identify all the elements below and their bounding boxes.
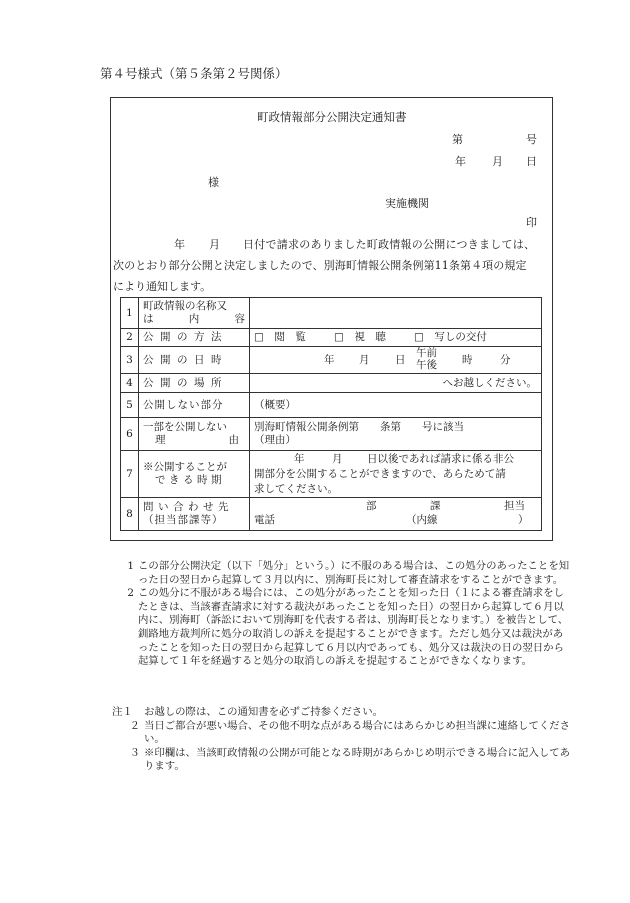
table-row bbox=[121, 393, 542, 418]
note-text: この部分公開決定（以下「処分」という。）に不服のある場合は、この処分のあったことを知った日の翌日から起算して３月以内に、別海町長に対して審査請求をすることができます。 bbox=[138, 560, 570, 586]
method-option-viewing: □ 閲 覧 bbox=[254, 331, 306, 343]
date-month: 月 bbox=[492, 155, 503, 168]
row-number: 7 bbox=[121, 451, 139, 498]
minute-unit: 分 bbox=[500, 354, 511, 366]
row-label bbox=[139, 451, 250, 498]
remark-number: ２ bbox=[129, 719, 140, 732]
row-number: 1 bbox=[121, 298, 139, 329]
date-day-unit: 日 bbox=[395, 354, 406, 366]
row-value: へお越しください。 bbox=[250, 374, 542, 393]
note-number: 1 bbox=[127, 560, 134, 572]
row-number: 4 bbox=[121, 374, 139, 393]
row-label: 公開しない部分 bbox=[139, 393, 250, 418]
label-char: 由 bbox=[228, 434, 239, 446]
row-label: 公開の日時 bbox=[139, 347, 250, 374]
remark-text: 当日ご都合が悪い場合、その他不明な点がある場合にはあらかじめ担当課に連絡してください。 bbox=[144, 719, 571, 746]
remarks bbox=[112, 706, 572, 774]
appeal-notes bbox=[112, 560, 572, 669]
row-label bbox=[139, 418, 250, 451]
value-year-unit: 年 bbox=[294, 452, 305, 465]
row-number: 8 bbox=[121, 498, 139, 531]
extension-open: （内線 bbox=[406, 514, 438, 526]
label-line: ※公開することが bbox=[143, 461, 227, 473]
remark-text: お越しの際は、この通知書を必ずご持参ください。 bbox=[144, 706, 383, 718]
hour-unit: 時 bbox=[462, 354, 473, 366]
list-item bbox=[112, 560, 572, 587]
row-number: 3 bbox=[121, 347, 139, 374]
remark-number: ３ bbox=[129, 746, 140, 759]
label-char: 内 bbox=[188, 313, 200, 325]
value-line: 求してください。 bbox=[254, 482, 338, 495]
date-day: 日 bbox=[526, 155, 537, 168]
table-row bbox=[121, 374, 542, 393]
list-item bbox=[112, 587, 572, 669]
body-line-3: により通知します。 bbox=[113, 280, 212, 293]
list-item bbox=[112, 747, 572, 774]
form-number-label: 第４号様式（第５条第２号関係） bbox=[100, 66, 288, 81]
row-number: 2 bbox=[121, 329, 139, 347]
row-value bbox=[250, 451, 542, 498]
value-line: （理由） bbox=[254, 434, 296, 446]
table-row bbox=[121, 498, 542, 531]
value-line: 開部分を公開することができますので、あらためて請 bbox=[254, 467, 506, 480]
value-month-unit: 月 bbox=[332, 452, 343, 465]
row-value bbox=[250, 498, 542, 531]
label-line: できる時期 bbox=[155, 474, 225, 486]
number-suffix: 号 bbox=[526, 133, 537, 146]
body-year: 年 bbox=[174, 238, 185, 251]
body-line-1: 日付で請求のありました町政情報の公開につきましては、 bbox=[243, 238, 536, 251]
table-row bbox=[121, 329, 542, 347]
row-value: （概要） bbox=[250, 393, 542, 418]
label-line: 問い合わせ先 bbox=[143, 501, 233, 513]
extension-close: ） bbox=[518, 514, 529, 526]
row-value bbox=[250, 418, 542, 451]
label-char: は bbox=[143, 313, 154, 325]
label-line: 一部を公開しない bbox=[143, 421, 227, 433]
pm-label: 午後 bbox=[416, 359, 437, 371]
addressee-suffix: 様 bbox=[208, 176, 219, 189]
row-label bbox=[139, 298, 250, 329]
phone-label: 電話 bbox=[254, 514, 275, 526]
label-line: （担当部課等） bbox=[143, 514, 224, 526]
note-number: 2 bbox=[127, 587, 134, 600]
details-table bbox=[120, 297, 542, 531]
row-label: 公開の方法 bbox=[139, 329, 250, 347]
notice-title: 町政情報部分公開決定通知書 bbox=[257, 110, 407, 124]
method-option-copy: □ 写しの交付 bbox=[414, 331, 487, 343]
label-char: 理 bbox=[155, 434, 166, 446]
remark-number: 注１ bbox=[112, 706, 133, 718]
department-unit: 部 bbox=[366, 500, 377, 512]
row-label: 公開の場所 bbox=[139, 374, 250, 393]
table-row bbox=[121, 451, 542, 498]
value-line: 日以後であれば請求に係る非公 bbox=[367, 452, 514, 465]
table-row bbox=[121, 418, 542, 451]
issuer-label: 実施機関 bbox=[385, 197, 429, 210]
remark-text: ※印欄は、当該町政情報の公開が可能となる時期があらかじめ明示できる場合に記入してあります。 bbox=[144, 746, 571, 773]
table-row bbox=[121, 347, 542, 374]
number-prefix: 第 bbox=[452, 133, 463, 146]
date-year: 年 bbox=[455, 155, 466, 168]
table-row bbox=[121, 298, 542, 329]
body-month: 月 bbox=[209, 238, 220, 251]
row-value bbox=[250, 347, 542, 374]
section-unit: 課 bbox=[430, 500, 441, 512]
method-option-listening: □ 視 聴 bbox=[334, 331, 386, 343]
list-item bbox=[112, 720, 572, 747]
label-line: 町政情報の名称又 bbox=[143, 300, 227, 312]
row-label bbox=[139, 498, 250, 531]
date-year-unit: 年 bbox=[324, 354, 335, 366]
row-number: 6 bbox=[121, 418, 139, 451]
label-char: 容 bbox=[234, 313, 245, 325]
value-line: 別海町情報公開条例第 条第 号に該当 bbox=[254, 421, 464, 433]
list-item bbox=[112, 706, 572, 720]
seal-mark: 印 bbox=[526, 216, 537, 229]
person-unit: 担当 bbox=[504, 500, 525, 512]
am-label: 午前 bbox=[416, 347, 437, 359]
body-line-2: 次のとおり部分公開と決定しましたので、別海町情報公開条例第11条第４項の規定 bbox=[113, 259, 527, 272]
row-number: 5 bbox=[121, 393, 139, 418]
note-text: この処分に不服がある場合には、この処分があったことを知った日（１による審査請求をしたときは、当該審査請求に対する裁決があったことを知った日）の翌日から起算して６月以内に、別海町（訴訟において別海町を代表する者は、別海町長となります。）を被告として、釧路地方裁判所に処分の取消しの訴えを提起することができます。ただし処分又は裁決があったことを知った日の翌日から起算して６月以内であっても、処分又は裁決の日の翌日から起算して１年を経過すると処分の取消しの訴えを提起することができなくなります。 bbox=[138, 587, 569, 668]
row-value bbox=[250, 298, 542, 329]
date-month-unit: 月 bbox=[359, 354, 370, 366]
row-value bbox=[250, 329, 542, 347]
